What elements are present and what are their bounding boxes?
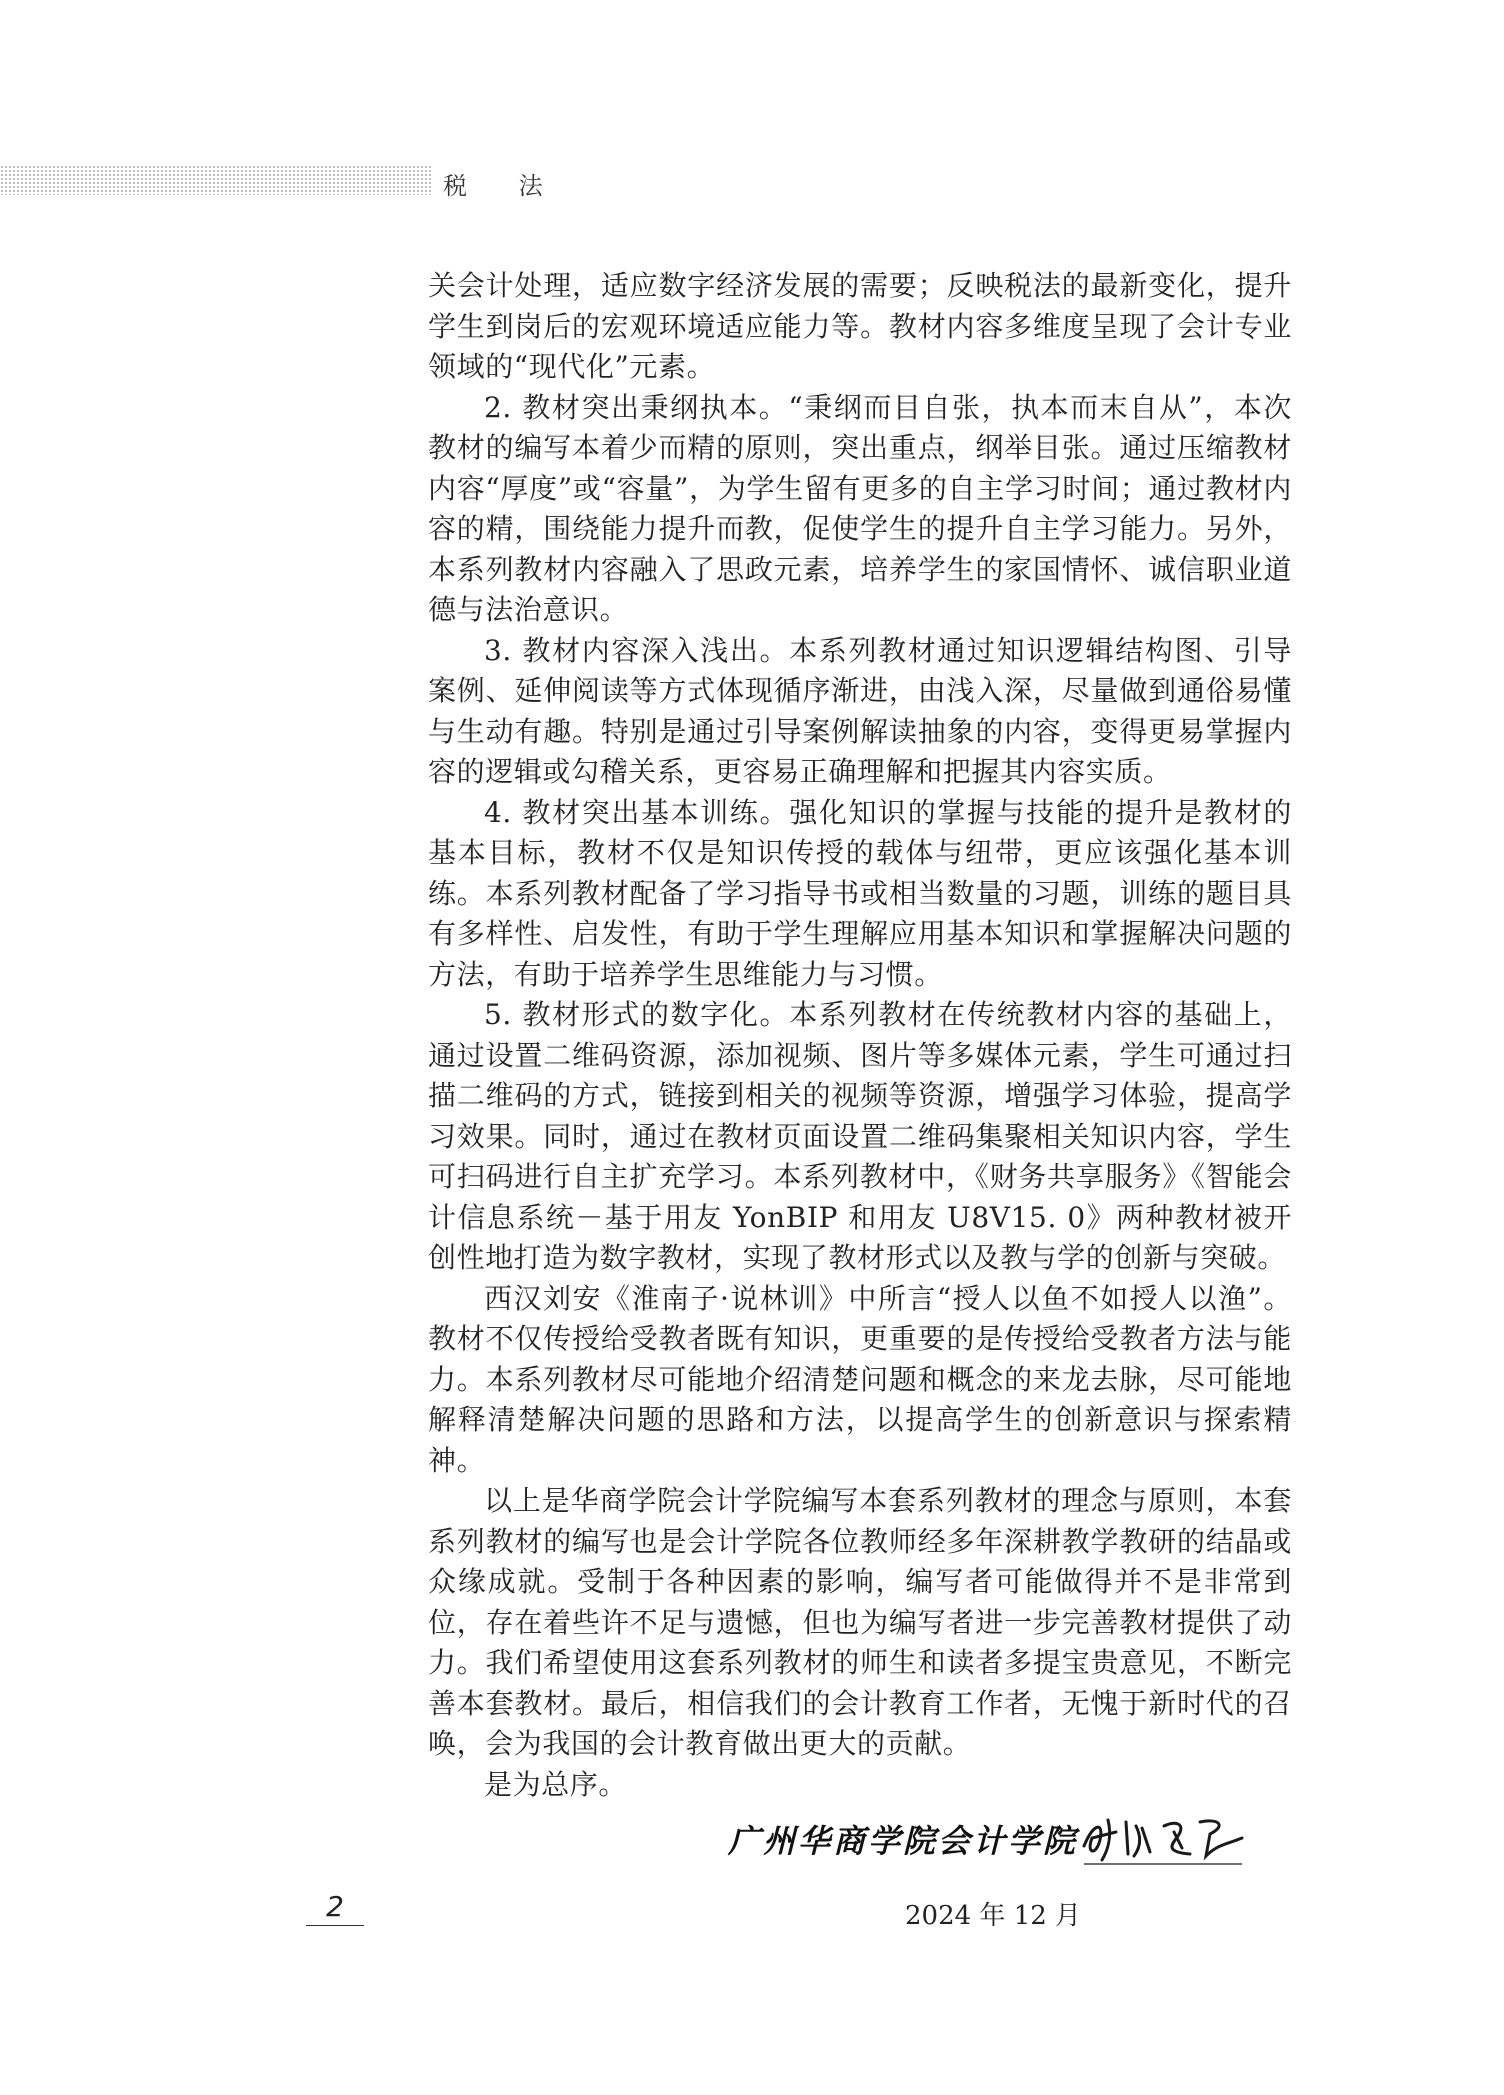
body-text bbox=[428, 266, 1292, 1805]
paragraph-1: 关会计处理，适应数字经济发展的需要；反映税法的最新变化，提升学生到岗后的宏观环境适应能力等。教材内容多维度呈现了会计专业领域的“现代化”元素。 bbox=[428, 269, 1292, 383]
paragraph-2: 2. 教材突出秉纲执本。“秉纲而目自张，执本而末自从”，本次教材的编写本着少而精的原则，突出重点，纲举目张。通过压缩教材内容“厚度”或“容量”，为学生留有更多的自主学习时间；通过教材内容的精，围绕能力提升而教，促使学生的提升自主学习能力。另外，本系列教材内容融入了思政元素，培养学生的家国情怀、诚信职业道德与法治意识。 bbox=[428, 390, 1292, 626]
signature-organization: 广州华商学院会计学院 bbox=[728, 1822, 1079, 1860]
paragraph-4: 4. 教材突出基本训练。强化知识的掌握与技能的提升是教材的基本目标，教材不仅是知识传授的载体与纽带，更应该强化基本训练。本系列教材配备了学习指导书或相当数量的习题，训练的题目具有多样性、启发性，有助于学生理解应用基本知识和掌握解决问题的方法，有助于培养学生思维能力与习惯。 bbox=[428, 795, 1292, 991]
running-header-title: 税 法 bbox=[443, 172, 565, 200]
header-decorative-band bbox=[0, 165, 432, 195]
paragraph-6: 西汉刘安《淮南子·说林训》中所言“授人以鱼不如授人以渔”。教材不仅传授给受教者既有知识，更重要的是传授给受教者方法与能力。本系列教材尽可能地介绍清楚问题和概念的来龙去脉，尽可能地解释清楚解决问题的思路和方法，以提高学生的创新意识与探索精神。 bbox=[428, 1281, 1292, 1477]
paragraph-3: 3. 教材内容深入浅出。本系列教材通过知识逻辑结构图、引导案例、延伸阅读等方式体现循序渐进，由浅入深，尽量做到通俗易懂与生动有趣。特别是通过引导案例解读抽象的内容，变得更易掌握内容的逻辑或勾稽关系，更容易正确理解和把握其内容实质。 bbox=[428, 633, 1292, 788]
paragraph-8: 是为总序。 bbox=[484, 1767, 628, 1801]
page-number: 2 bbox=[306, 1890, 364, 1926]
signature-date: 2024 年 12 月 bbox=[905, 1901, 1082, 1931]
paragraph-5: 5. 教材形式的数字化。本系列教材在传统教材内容的基础上，通过设置二维码资源，添加视频、图片等多媒体元素，学生可通过扫描二维码的方式，链接到相关的视频等资源，增强学习体验，提高学习效果。同时，通过在教材页面设置二维码集聚相关知识内容，学生可扫码进行自主扩充学习。本系列教材中，《财务共享服务》《智能会计信息系统－基于用友 YonBIP 和用友 U8V15. 0》两种教材被开创性地打造为数字教材，实现了教材形式以及教与学的创新与突破。 bbox=[428, 998, 1292, 1274]
handwritten-signature bbox=[1078, 1808, 1248, 1868]
paragraph-7: 以上是华商学院会计学院编写本套系列教材的理念与原则，本套系列教材的编写也是会计学院各位教师经多年深耕教学教研的结晶或众缘成就。受制于各种因素的影响，编写者可能做得并不是非常到位，存在着些许不足与遗憾，但也为编写者进一步完善教材提供了动力。我们希望使用这套系列教材的师生和读者多提宝贵意见，不断完善本套教材。最后，相信我们的会计教育工作者，无愧于新时代的召唤，会为我国的会计教育做出更大的贡献。 bbox=[428, 1484, 1292, 1760]
signature-block bbox=[728, 1808, 1248, 1868]
